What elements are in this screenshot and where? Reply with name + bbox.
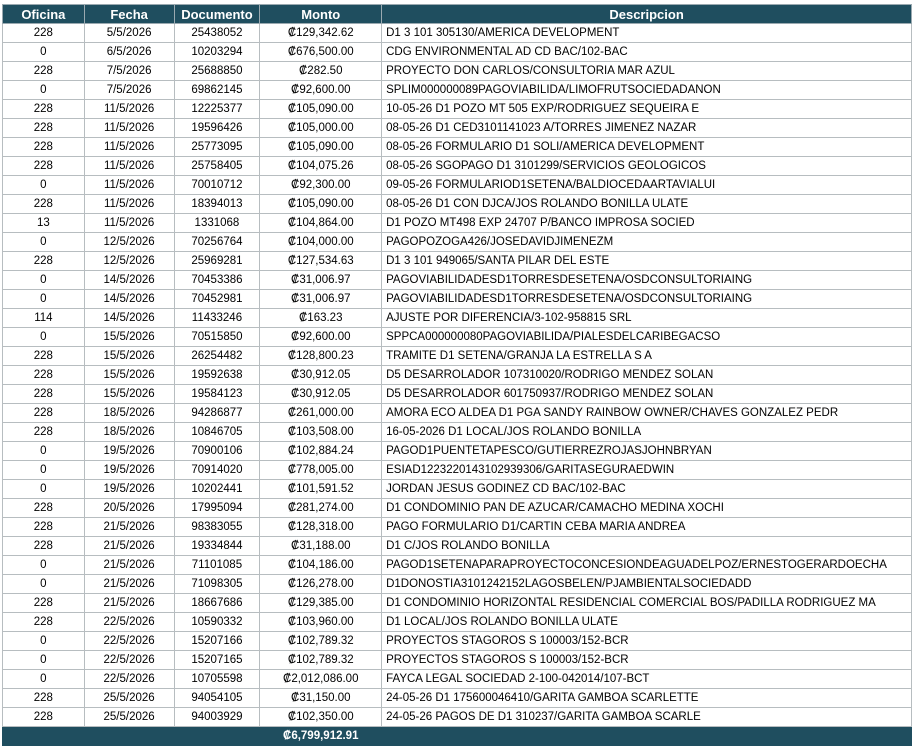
transactions-table [2,4,912,746]
cell-monto[interactable]: ₡778,005.00 [260,461,382,480]
table-row[interactable] [3,461,912,480]
cell-descripcion[interactable]: 24-05-26 PAGOS DE D1 310237/GARITA GAMBOA SCARLE [382,708,912,727]
cell-descripcion[interactable]: 10-05-26 D1 POZO MT 505 EXP/RODRIGUEZ SEQUEIRA E [382,100,912,119]
cell-oficina[interactable]: 0 [3,81,85,100]
cell-documento[interactable]: 11433246 [174,309,260,328]
cell-monto[interactable]: ₡129,342.62 [260,24,382,43]
cell-monto[interactable]: ₡126,278.00 [260,575,382,594]
cell-monto[interactable]: ₡104,075.26 [260,157,382,176]
cell-descripcion[interactable]: JORDAN JESUS GODINEZ CD BAC/102-BAC [382,480,912,499]
cell-documento[interactable]: 98383055 [174,518,260,537]
cell-descripcion[interactable]: 08-05-26 SGOPAGO D1 3101299/SERVICIOS GEOLOGICOS [382,157,912,176]
cell-fecha[interactable]: 25/5/2026 [84,689,174,708]
cell-documento[interactable]: 69862145 [174,81,260,100]
cell-monto[interactable]: ₡102,789.32 [260,632,382,651]
cell-fecha[interactable]: 12/5/2026 [84,233,174,252]
cell-fecha[interactable]: 18/5/2026 [84,404,174,423]
cell-descripcion[interactable]: 09-05-26 FORMULARIOD1SETENA/BALDIOCEDAARTAVIALUI [382,176,912,195]
cell-documento[interactable]: 71101085 [174,556,260,575]
cell-oficina[interactable]: 114 [3,309,85,328]
cell-oficina[interactable]: 0 [3,176,85,195]
total-spacer-fecha [84,727,174,746]
cell-documento[interactable]: 70515850 [174,328,260,347]
cell-documento[interactable]: 1331068 [174,214,260,233]
table-row[interactable] [3,689,912,708]
cell-fecha[interactable]: 15/5/2026 [84,366,174,385]
cell-documento[interactable]: 94286877 [174,404,260,423]
cell-fecha[interactable]: 14/5/2026 [84,271,174,290]
cell-monto[interactable]: ₡30,912.05 [260,366,382,385]
cell-monto[interactable]: ₡101,591.52 [260,480,382,499]
table-row[interactable] [3,214,912,233]
cell-oficina[interactable]: 0 [3,43,85,62]
cell-monto[interactable]: ₡92,600.00 [260,328,382,347]
table-header [3,5,912,24]
cell-fecha[interactable]: 15/5/2026 [84,328,174,347]
cell-monto[interactable]: ₡128,800.23 [260,347,382,366]
cell-oficina[interactable]: 228 [3,138,85,157]
cell-documento[interactable]: 10203294 [174,43,260,62]
cell-oficina[interactable]: 228 [3,366,85,385]
cell-documento[interactable]: 10202441 [174,480,260,499]
cell-monto[interactable]: ₡2,012,086.00 [260,670,382,689]
cell-monto[interactable]: ₡104,186.00 [260,556,382,575]
cell-descripcion[interactable]: D1 CONDOMINIO PAN DE AZUCAR/CAMACHO MEDINA XOCHI [382,499,912,518]
cell-oficina[interactable]: 0 [3,271,85,290]
table-row[interactable] [3,442,912,461]
cell-fecha[interactable]: 15/5/2026 [84,385,174,404]
cell-documento[interactable]: 19334844 [174,537,260,556]
cell-descripcion[interactable]: D1DONOSTIA3101242152LAGOSBELEN/PJAMBIENTALSOCIEDADD [382,575,912,594]
cell-fecha[interactable]: 22/5/2026 [84,670,174,689]
cell-oficina[interactable]: 228 [3,119,85,138]
table-row[interactable] [3,309,912,328]
table-row[interactable] [3,119,912,138]
cell-descripcion[interactable]: D1 LOCAL/JOS ROLANDO BONILLA ULATE [382,613,912,632]
cell-fecha[interactable]: 19/5/2026 [84,461,174,480]
table-body [3,24,912,727]
table-row[interactable] [3,328,912,347]
cell-descripcion[interactable]: TRAMITE D1 SETENA/GRANJA LA ESTRELLA S A [382,347,912,366]
cell-monto[interactable]: ₡128,318.00 [260,518,382,537]
cell-oficina[interactable]: 228 [3,499,85,518]
cell-fecha[interactable]: 14/5/2026 [84,309,174,328]
cell-descripcion[interactable]: CDG ENVIRONMENTAL AD CD BAC/102-BAC [382,43,912,62]
cell-documento[interactable]: 94054105 [174,689,260,708]
cell-descripcion[interactable]: PROYECTO DON CARLOS/CONSULTORIA MAR AZUL [382,62,912,81]
cell-documento[interactable]: 71098305 [174,575,260,594]
cell-fecha[interactable]: 6/5/2026 [84,43,174,62]
cell-oficina[interactable]: 228 [3,252,85,271]
cell-fecha[interactable]: 20/5/2026 [84,499,174,518]
cell-descripcion[interactable]: D5 DESARROLADOR 601750937/RODRIGO MENDEZ SOLAN [382,385,912,404]
table-row[interactable] [3,537,912,556]
cell-oficina[interactable]: 228 [3,518,85,537]
cell-fecha[interactable]: 19/5/2026 [84,442,174,461]
cell-descripcion[interactable]: PAGOPOZOGA426/JOSEDAVIDJIMENEZM [382,233,912,252]
table-row[interactable] [3,100,912,119]
table-row[interactable] [3,404,912,423]
cell-documento[interactable]: 26254482 [174,347,260,366]
cell-oficina[interactable]: 0 [3,461,85,480]
cell-fecha[interactable]: 21/5/2026 [84,594,174,613]
cell-documento[interactable]: 15207166 [174,632,260,651]
cell-monto[interactable]: ₡676,500.00 [260,43,382,62]
cell-oficina[interactable]: 0 [3,290,85,309]
cell-oficina[interactable]: 0 [3,651,85,670]
table-row[interactable] [3,176,912,195]
cell-fecha[interactable]: 11/5/2026 [84,100,174,119]
cell-oficina[interactable]: 0 [3,442,85,461]
cell-fecha[interactable]: 12/5/2026 [84,252,174,271]
header-oficina[interactable]: Oficina [3,5,85,24]
cell-monto[interactable]: ₡163.23 [260,309,382,328]
table-row[interactable] [3,670,912,689]
cell-monto[interactable]: ₡105,000.00 [260,119,382,138]
cell-fecha[interactable]: 21/5/2026 [84,556,174,575]
cell-monto[interactable]: ₡31,188.00 [260,537,382,556]
header-fecha[interactable]: Fecha [84,5,174,24]
cell-fecha[interactable]: 25/5/2026 [84,708,174,727]
cell-documento[interactable]: 70453386 [174,271,260,290]
cell-descripcion[interactable]: PAGO FORMULARIO D1/CARTIN CEBA MARIA ANDREA [382,518,912,537]
cell-descripcion[interactable]: 08-05-26 D1 CED3101141023 A/TORRES JIMENEZ NAZAR [382,119,912,138]
cell-documento[interactable]: 94003929 [174,708,260,727]
cell-descripcion[interactable]: PAGOD1PUENTETAPESCO/GUTIERREZROJASJOHNBRYAN [382,442,912,461]
cell-oficina[interactable]: 0 [3,556,85,575]
cell-monto[interactable]: ₡261,000.00 [260,404,382,423]
table-row[interactable] [3,195,912,214]
cell-monto[interactable]: ₡105,090.00 [260,100,382,119]
table-row[interactable] [3,480,912,499]
cell-monto[interactable]: ₡282.50 [260,62,382,81]
cell-fecha[interactable]: 11/5/2026 [84,157,174,176]
cell-monto[interactable]: ₡104,000.00 [260,233,382,252]
total-row [3,727,912,746]
cell-descripcion[interactable]: PAGOVIABILIDADESD1TORRESDESETENA/OSDCONSULTORIAING [382,271,912,290]
table-row[interactable] [3,556,912,575]
cell-descripcion[interactable]: 08-05-26 FORMULARIO D1 SOLI/AMERICA DEVELOPMENT [382,138,912,157]
cell-documento[interactable]: 15207165 [174,651,260,670]
total-spacer-documento [174,727,260,746]
cell-documento[interactable]: 17995094 [174,499,260,518]
cell-descripcion[interactable]: D1 3 101 949065/SANTA PILAR DEL ESTE [382,252,912,271]
cell-monto[interactable]: ₡129,385.00 [260,594,382,613]
header-descripcion[interactable]: Descripcion [382,5,912,24]
cell-documento[interactable]: 18394013 [174,195,260,214]
header-documento[interactable]: Documento [174,5,260,24]
cell-fecha[interactable]: 15/5/2026 [84,347,174,366]
cell-documento[interactable]: 25758405 [174,157,260,176]
cell-fecha[interactable]: 11/5/2026 [84,138,174,157]
cell-monto[interactable]: ₡104,864.00 [260,214,382,233]
cell-fecha[interactable]: 21/5/2026 [84,537,174,556]
cell-documento[interactable]: 70914020 [174,461,260,480]
table-row[interactable] [3,518,912,537]
table-row[interactable] [3,81,912,100]
cell-descripcion[interactable]: SPLIM000000089PAGOVIABILIDA/LIMOFRUTSOCIEDADANON [382,81,912,100]
cell-descripcion[interactable]: PROYECTOS STAGOROS S 100003/152-BCR [382,651,912,670]
cell-fecha[interactable]: 11/5/2026 [84,195,174,214]
cell-documento[interactable]: 19596426 [174,119,260,138]
cell-oficina[interactable]: 0 [3,575,85,594]
cell-oficina[interactable]: 228 [3,423,85,442]
cell-descripcion[interactable]: D1 C/JOS ROLANDO BONILLA [382,537,912,556]
cell-oficina[interactable]: 228 [3,708,85,727]
table-row[interactable] [3,138,912,157]
cell-documento[interactable]: 18667686 [174,594,260,613]
cell-fecha[interactable]: 22/5/2026 [84,632,174,651]
cell-oficina[interactable]: 228 [3,347,85,366]
cell-monto[interactable]: ₡105,090.00 [260,138,382,157]
cell-monto[interactable]: ₡102,789.32 [260,651,382,670]
cell-documento[interactable]: 25438052 [174,24,260,43]
cell-descripcion[interactable]: PAGOVIABILIDADESD1TORRESDESETENA/OSDCONSULTORIAING [382,290,912,309]
cell-oficina[interactable]: 228 [3,62,85,81]
table-row[interactable] [3,24,912,43]
cell-descripcion[interactable]: 16-05-2026 D1 LOCAL/JOS ROLANDO BONILLA [382,423,912,442]
table-row[interactable] [3,347,912,366]
table-row[interactable] [3,499,912,518]
total-spacer-oficina [3,727,85,746]
table-row[interactable] [3,708,912,727]
cell-oficina[interactable]: 228 [3,195,85,214]
cell-monto[interactable]: ₡31,006.97 [260,271,382,290]
cell-oficina[interactable]: 0 [3,632,85,651]
cell-oficina[interactable]: 228 [3,594,85,613]
cell-descripcion[interactable]: FAYCA LEGAL SOCIEDAD 2-100-042014/107-BCT [382,670,912,689]
cell-documento[interactable]: 12225377 [174,100,260,119]
cell-documento[interactable]: 10705598 [174,670,260,689]
cell-documento[interactable]: 70452981 [174,290,260,309]
cell-descripcion[interactable]: D1 CONDOMINIO HORIZONTAL RESIDENCIAL COMERCIAL BOS/PADILLA RODRIGUEZ MA [382,594,912,613]
cell-fecha[interactable]: 11/5/2026 [84,214,174,233]
total-spacer-descripcion [382,727,912,746]
cell-oficina[interactable]: 0 [3,480,85,499]
table-row[interactable] [3,651,912,670]
cell-oficina[interactable]: 228 [3,404,85,423]
cell-fecha[interactable]: 22/5/2026 [84,651,174,670]
cell-oficina[interactable]: 228 [3,537,85,556]
table-row[interactable] [3,62,912,81]
cell-fecha[interactable]: 19/5/2026 [84,480,174,499]
cell-documento[interactable]: 10590332 [174,613,260,632]
table-row[interactable] [3,271,912,290]
cell-descripcion[interactable]: AJUSTE POR DIFERENCIA/3-102-958815 SRL [382,309,912,328]
cell-documento[interactable]: 70256764 [174,233,260,252]
cell-fecha[interactable]: 21/5/2026 [84,575,174,594]
cell-documento[interactable]: 19584123 [174,385,260,404]
table-row[interactable] [3,233,912,252]
cell-fecha[interactable]: 18/5/2026 [84,423,174,442]
cell-monto[interactable]: ₡103,960.00 [260,613,382,632]
cell-descripcion[interactable]: ESIAD1223220143102939306/GARITASEGURAEDWIN [382,461,912,480]
table-row[interactable] [3,632,912,651]
cell-monto[interactable]: ₡31,150.00 [260,689,382,708]
cell-monto[interactable]: ₡30,912.05 [260,385,382,404]
table-row[interactable] [3,423,912,442]
table-row[interactable] [3,252,912,271]
cell-fecha[interactable]: 21/5/2026 [84,518,174,537]
cell-oficina[interactable]: 228 [3,385,85,404]
cell-descripcion[interactable]: SPPCA000000080PAGOVIABILIDA/PIALESDELCARIBEGACSO [382,328,912,347]
cell-documento[interactable]: 19592638 [174,366,260,385]
table-footer [3,727,912,746]
header-row [3,5,912,24]
table-row[interactable] [3,575,912,594]
cell-oficina[interactable]: 0 [3,233,85,252]
cell-descripcion[interactable]: D1 POZO MT498 EXP 24707 P/BANCO IMPROSA SOCIED [382,214,912,233]
cell-descripcion[interactable]: D1 3 101 305130/AMERICA DEVELOPMENT [382,24,912,43]
cell-documento[interactable]: 25773095 [174,138,260,157]
cell-oficina[interactable]: 0 [3,328,85,347]
cell-descripcion[interactable]: 08-05-26 D1 CON DJCA/JOS ROLANDO BONILLA ULATE [382,195,912,214]
cell-documento[interactable]: 70010712 [174,176,260,195]
cell-oficina[interactable]: 228 [3,157,85,176]
table-row[interactable] [3,385,912,404]
table-row[interactable] [3,290,912,309]
cell-oficina[interactable]: 228 [3,613,85,632]
cell-documento[interactable]: 25688850 [174,62,260,81]
cell-oficina[interactable]: 228 [3,689,85,708]
cell-oficina[interactable]: 228 [3,100,85,119]
cell-monto[interactable]: ₡102,884.24 [260,442,382,461]
cell-monto[interactable]: ₡127,534.63 [260,252,382,271]
cell-descripcion[interactable]: 24-05-26 D1 175600046410/GARITA GAMBOA SCARLETTE [382,689,912,708]
cell-monto[interactable]: ₡102,350.00 [260,708,382,727]
cell-fecha[interactable]: 7/5/2026 [84,62,174,81]
cell-oficina[interactable]: 0 [3,670,85,689]
table-row[interactable] [3,43,912,62]
total-monto[interactable]: ₡6,799,912.91 [260,727,382,746]
cell-fecha[interactable]: 22/5/2026 [84,613,174,632]
cell-documento[interactable]: 25969281 [174,252,260,271]
cell-oficina[interactable]: 228 [3,24,85,43]
cell-monto[interactable]: ₡92,600.00 [260,81,382,100]
cell-monto[interactable]: ₡281,274.00 [260,499,382,518]
cell-descripcion[interactable]: D5 DESARROLADOR 107310020/RODRIGO MENDEZ SOLAN [382,366,912,385]
cell-fecha[interactable]: 7/5/2026 [84,81,174,100]
cell-documento[interactable]: 10846705 [174,423,260,442]
cell-monto[interactable]: ₡103,508.00 [260,423,382,442]
table-row[interactable] [3,157,912,176]
cell-documento[interactable]: 70900106 [174,442,260,461]
cell-monto[interactable]: ₡92,300.00 [260,176,382,195]
cell-fecha[interactable]: 11/5/2026 [84,119,174,138]
cell-monto[interactable]: ₡31,006.97 [260,290,382,309]
cell-descripcion[interactable]: PAGOD1SETENAPARAPROYECTOCONCESIONDEAGUADELPOZ/ERNESTOGERARDOECHA [382,556,912,575]
cell-descripcion[interactable]: PROYECTOS STAGOROS S 100003/152-BCR [382,632,912,651]
table-row[interactable] [3,594,912,613]
cell-oficina[interactable]: 13 [3,214,85,233]
cell-monto[interactable]: ₡105,090.00 [260,195,382,214]
table-row[interactable] [3,366,912,385]
header-monto[interactable]: Monto [260,5,382,24]
cell-fecha[interactable]: 14/5/2026 [84,290,174,309]
cell-fecha[interactable]: 11/5/2026 [84,176,174,195]
cell-descripcion[interactable]: AMORA ECO ALDEA D1 PGA SANDY RAINBOW OWNER/CHAVES GONZALEZ PEDR [382,404,912,423]
table-row[interactable] [3,613,912,632]
cell-fecha[interactable]: 5/5/2026 [84,24,174,43]
